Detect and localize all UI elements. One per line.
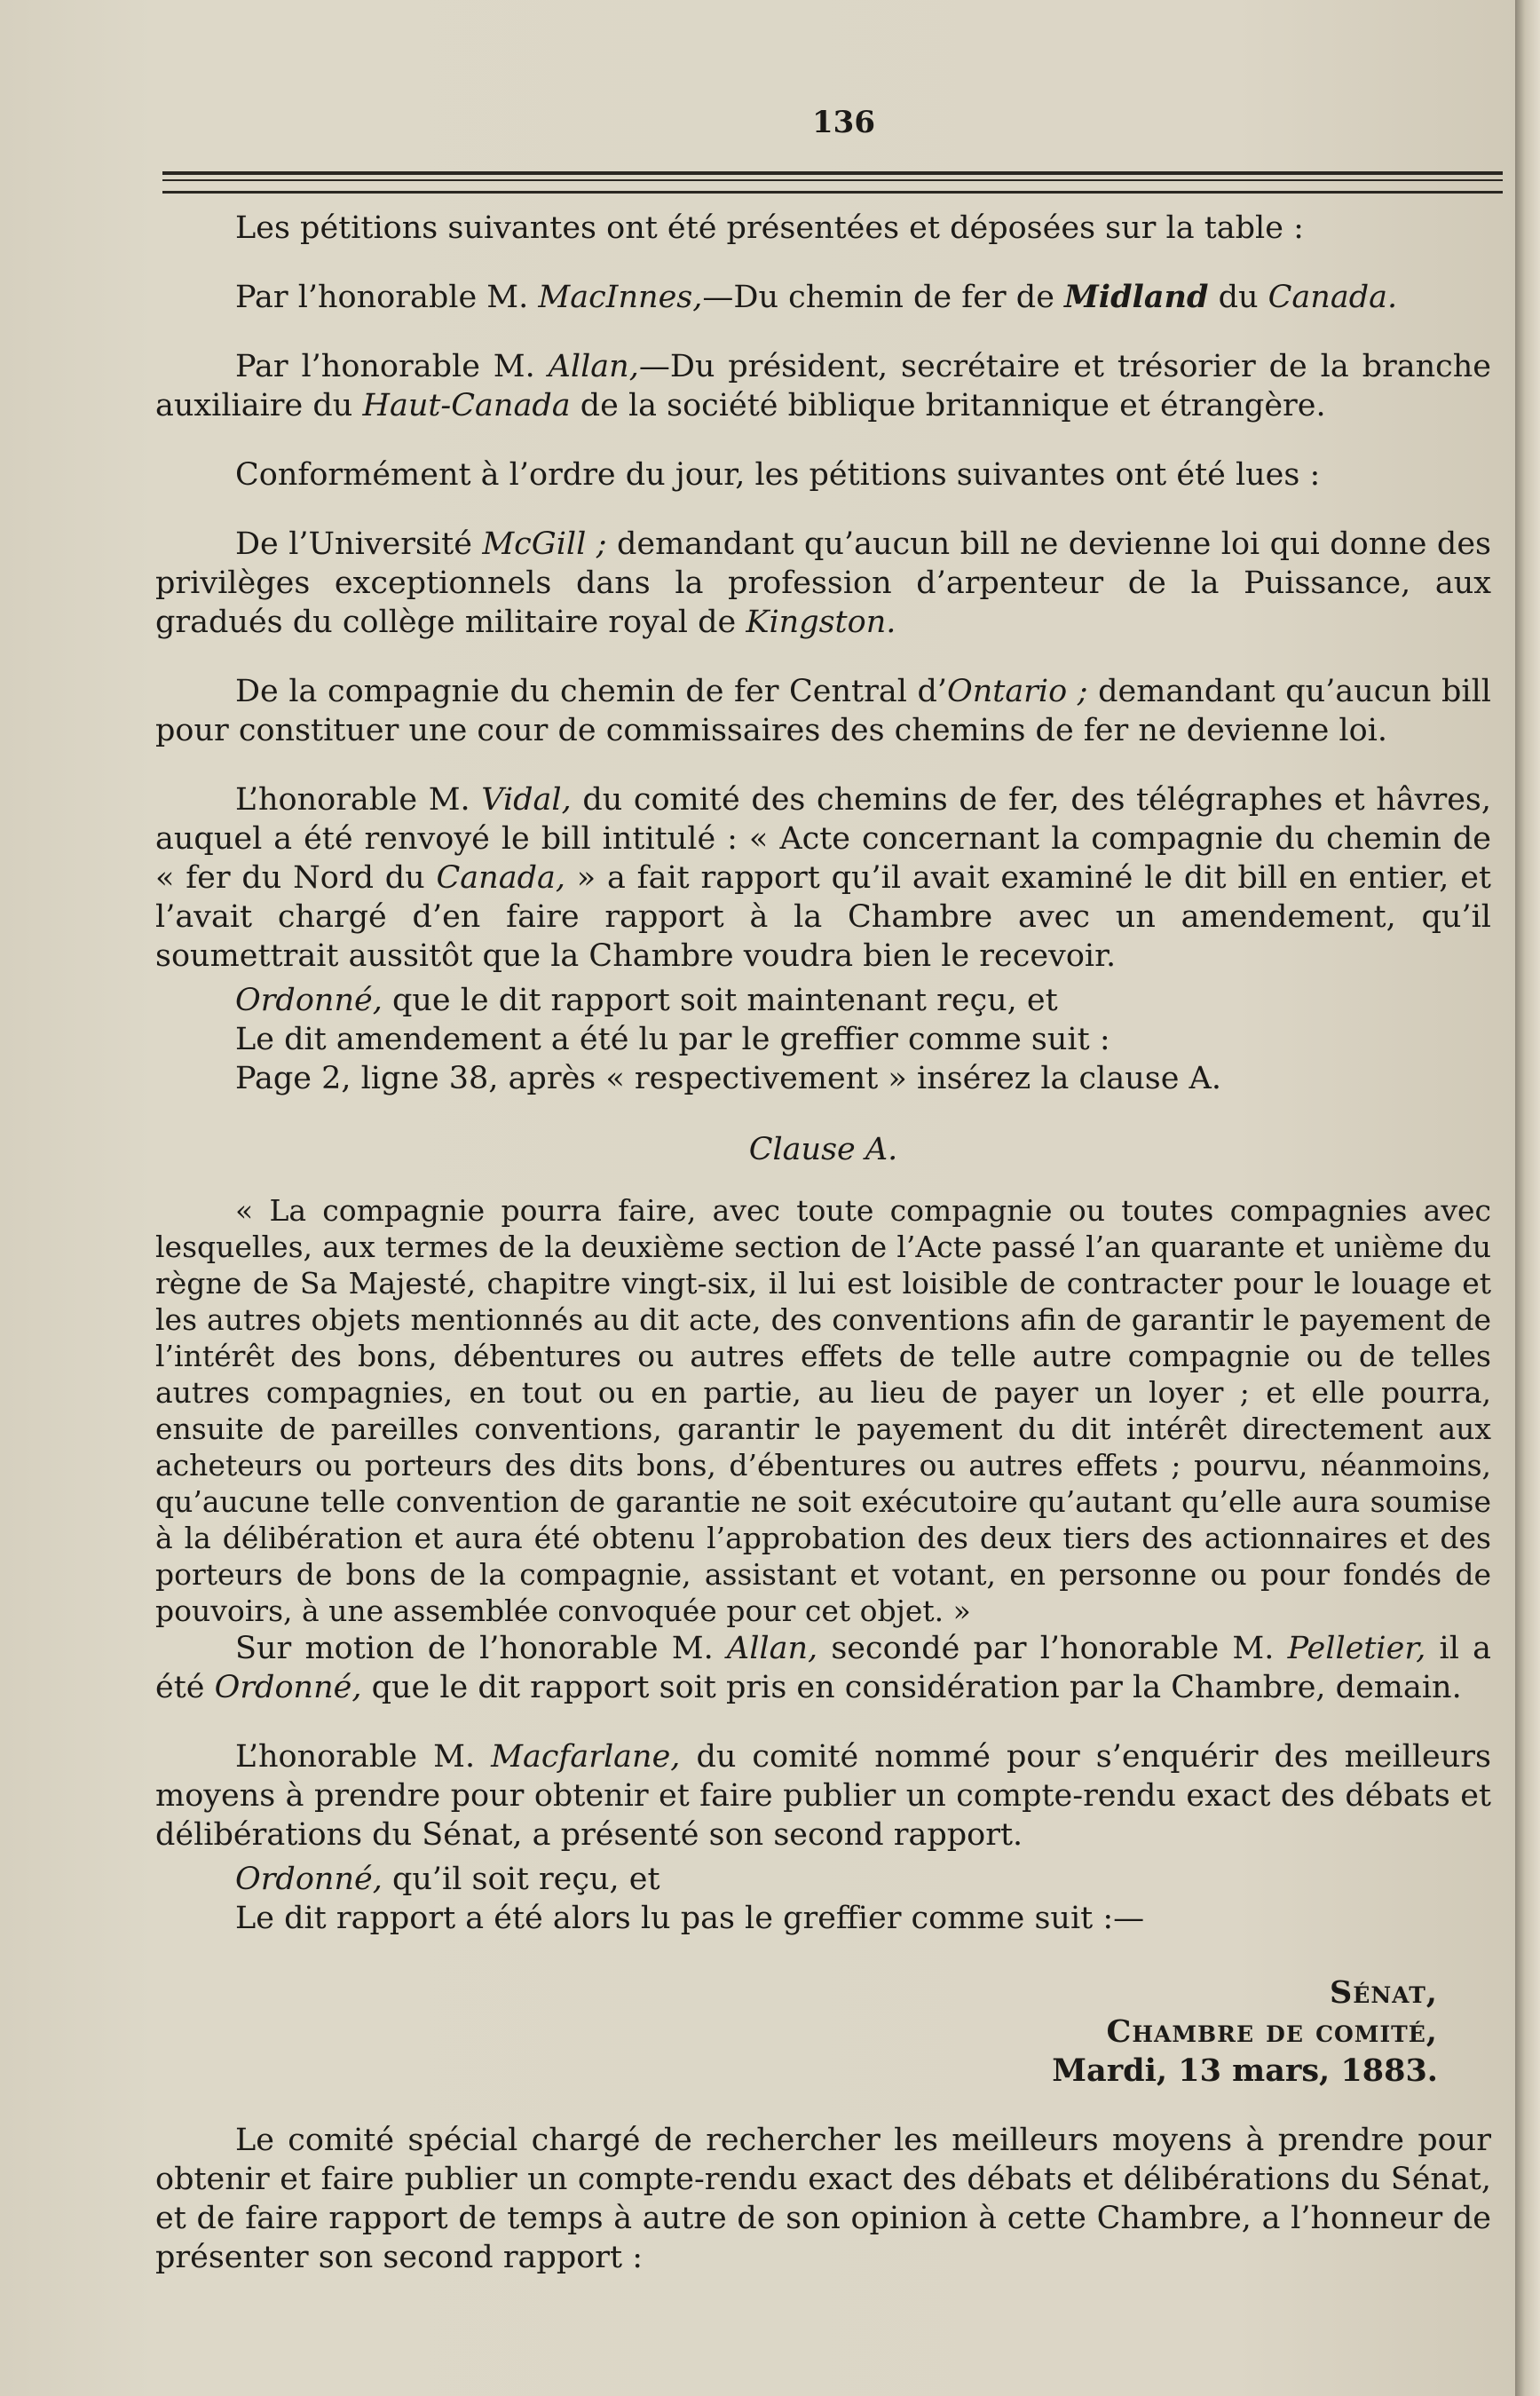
paragraph-ordered-received: Ordonné, que le dit rapport soit maintenant reçu, et bbox=[235, 983, 1058, 1018]
paragraph-motion-allan: Sur motion de l’honorable M. Allan, secondé par l’honorable M. Pelletier, il a été Ordonné, que le dit rapport soit pris en considération par la Chambre, demain. bbox=[155, 1631, 1491, 1705]
signature-chambre: Chambre de comité, bbox=[1106, 2013, 1438, 2050]
paragraph-macfarlane-report: L’honorable M. Macfarlane, du comité nommé pour s’enquérir des meilleurs moyens à prendre pour obtenir et faire publier un compte-rendu exact des débats et délibérations du Sénat, a présenté son second rapport. bbox=[155, 1739, 1491, 1853]
header-rule-thin bbox=[162, 179, 1503, 181]
paragraph-committee-report: Le comité spécial chargé de rechercher les meilleurs moyens à prendre pour obtenir et faire publier un compte-rendu exact des débats et délibérations du Sénat, et de faire rapport de temps à autre de son opinion à cette Chambre, a l’honneur de présenter son second rapport : bbox=[155, 2123, 1491, 2275]
paragraph-ordered-received-2: Ordonné, qu’il soit reçu, et bbox=[235, 1862, 660, 1897]
page-binding-edge bbox=[1515, 0, 1540, 2396]
paragraph-petitions-presented: Les pétitions suivantes ont été présentées et déposées sur la table : bbox=[235, 210, 1304, 246]
signature-date: Mardi, 13 mars, 1883. bbox=[1052, 2052, 1438, 2089]
paragraph-report-read: Le dit rapport a été alors lu pas le greffier comme suit :— bbox=[235, 1901, 1145, 1936]
paragraph-amendment-insert: Page 2, ligne 38, après « respectivement » insérez la clause A. bbox=[235, 1061, 1221, 1096]
paragraph-order-of-day: Conformément à l’ordre du jour, les pétitions suivantes ont été lues : bbox=[235, 457, 1321, 493]
paragraph-petition-central-ontario: De la compagnie du chemin de fer Central d’Ontario ; demandant qu’aucun bill pour constituer une cour de commissaires des chemins de fer ne devienne loi. bbox=[155, 674, 1491, 748]
document-body bbox=[155, 209, 1491, 2277]
clause-a-text: « La compagnie pourra faire, avec toute compagnie ou toutes compagnies avec lesquelles, aux termes de la deuxième section de l’Acte passé l’an quarante et unième du règne de Sa Majesté, chapitre vingt-six, il lui est loisible de contracter pour le louage et les autres objets mentionnés au dit acte, des conventions afin de garantir le payement de l’intérêt des bons, débentures ou autres effets de telle autre compagnie ou de telles autres compagnies, en tout ou en partie, au lieu de payer un loyer ; et elle pourra, ensuite de pareilles conventions, garantir le payement du dit intérêt directement aux acheteurs ou porteurs des dits bons, d’ébentures ou autres effets ; pourvu, néanmoins, qu’aucune telle convention de garantie ne soit exécutoire qu’autant qu’elle aura soumise à la délibération et aura été obtenu l’approbation des deux tiers des actionnaires et des porteurs de bons de la compagnie, assistant et votant, en personne ou pour fondés de pouvoirs, à une assemblée convoquée pour cet objet. » bbox=[155, 1193, 1491, 1628]
header-rule-lower bbox=[162, 191, 1503, 194]
paragraph-petition-allan: Par l’honorable M. Allan,—Du président, secrétaire et trésorier de la branche auxiliaire du Haut-Canada de la société biblique britannique et étrangère. bbox=[155, 349, 1491, 423]
page-number: 136 bbox=[812, 105, 875, 140]
paragraph-petition-macinnes: Par l’honorable M. MacInnes,—Du chemin de fer de Midland du Canada. bbox=[235, 279, 1398, 315]
paragraph-vidal-report: L’honorable M. Vidal, du comité des chemins de fer, des télégraphes et hâvres, auquel a été renvoyé le bill intitulé : « Acte concernant la compagnie du chemin de « fer du Nord du Canada, » a fait rapport qu’il avait examiné le dit bill en entier, et l’avait chargé d’en faire rapport à la Chambre avec un amendement, qu’il soumettrait aussitôt que la Chambre voudra bien le recevoir. bbox=[155, 782, 1492, 974]
header-rule bbox=[162, 171, 1503, 175]
signature-senat: Sénat, bbox=[1329, 1974, 1438, 2011]
paragraph-petition-mcgill: De l’Université McGill ; demandant qu’aucun bill ne devienne loi qui donne des privilèges exceptionnels dans la profession d’arpenteur de la Puissance, aux gradués du collège militaire royal de Kingston. bbox=[155, 526, 1491, 640]
clause-heading: Clause A. bbox=[748, 1132, 898, 1167]
paragraph-amendment-read: Le dit amendement a été lu par le greffier comme suit : bbox=[235, 1022, 1110, 1057]
